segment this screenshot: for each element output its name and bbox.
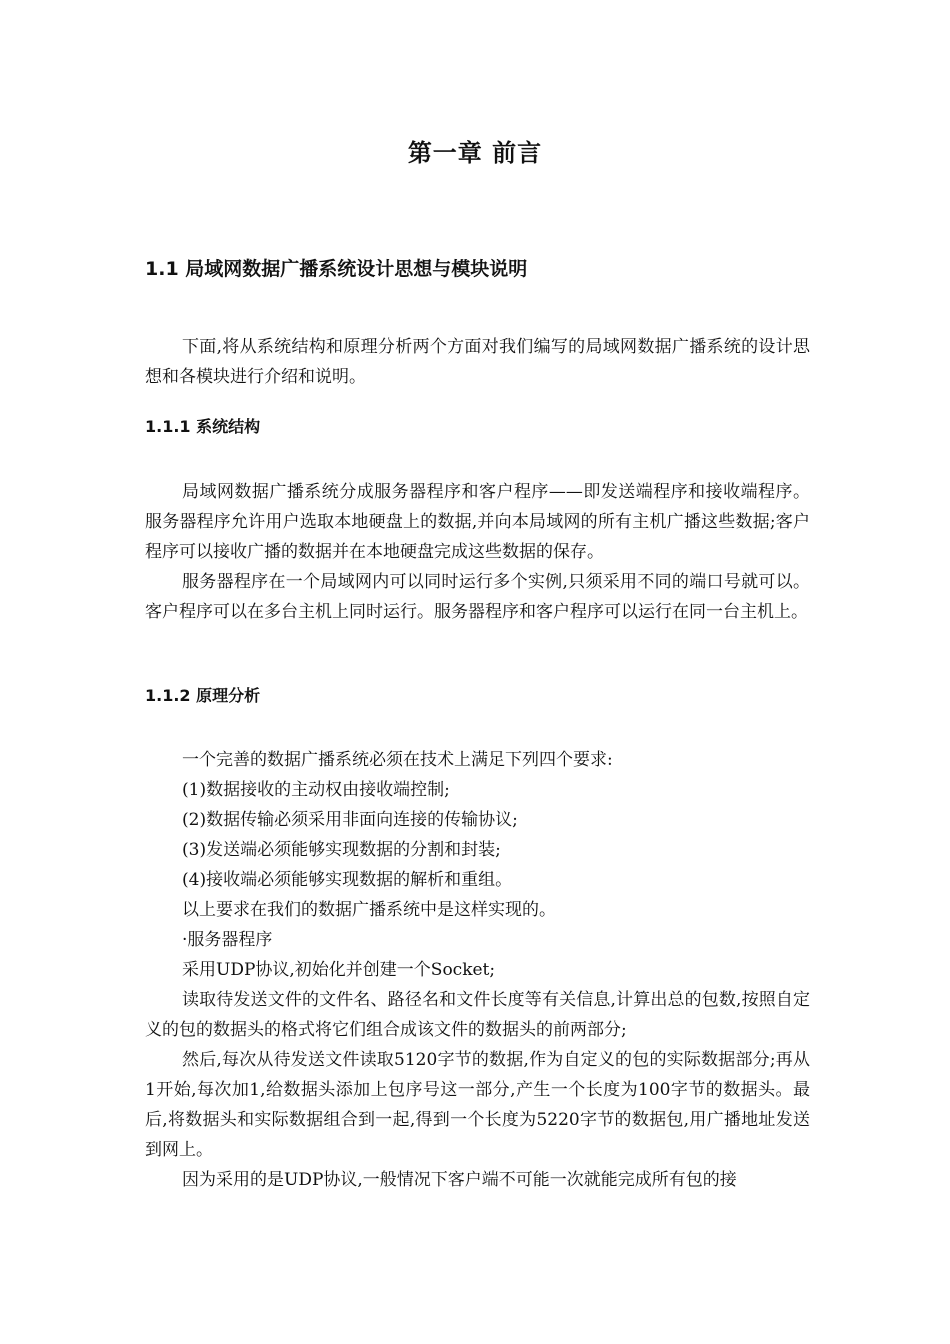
section-1-1-2-body <box>145 745 810 1195</box>
list-item: (1)数据接收的主动权由接收端控制; <box>182 780 450 800</box>
paragraph: 下面,将从系统结构和原理分析两个方面对我们编写的局域网数据广播系统的设计思想和各模块进行介绍和说明。 <box>145 337 810 387</box>
chapter-title: 第一章 前言 <box>407 139 543 167</box>
paragraph: 然后,每次从待发送文件读取5120字节的数据,作为自定义的包的实际数据部分;再从1开始,每次加1,给数据头添加上包序号这一部分,产生一个长度为100字节的数据头。最后,将数据头和实际数据组合到一起,得到一个长度为5220字节的数据包,用广播地址发送到网上。 <box>145 1050 810 1160</box>
bullet-heading: ·服务器程序 <box>182 930 273 950</box>
list-item: (2)数据传输必须采用非面向连接的传输协议; <box>182 810 518 830</box>
list-item: (4)接收端必须能够实现数据的解析和重组。 <box>182 870 513 890</box>
section-1-1-intro <box>145 332 810 392</box>
paragraph: 以上要求在我们的数据广播系统中是这样实现的。 <box>182 900 556 920</box>
paragraph: 读取待发送文件的文件名、路径名和文件长度等有关信息,计算出总的包数,按照自定义的包的数据头的格式将它们组合成该文件的数据头的前两部分; <box>145 990 810 1040</box>
paragraph: 因为采用的是UDP协议,一般情况下客户端不可能一次就能完成所有包的接 <box>182 1170 737 1190</box>
section-1-1-1-body <box>145 477 810 627</box>
section-1-1-title: 1.1 局域网数据广播系统设计思想与模块说明 <box>145 258 528 280</box>
list-item: (3)发送端必须能够实现数据的分割和封装; <box>182 840 501 860</box>
paragraph: 局域网数据广播系统分成服务器程序和客户程序——即发送端程序和接收端程序。服务器程序允许用户选取本地硬盘上的数据,并向本局域网的所有主机广播这些数据;客户程序可以接收广播的数据并在本地硬盘完成这些数据的保存。 <box>145 482 810 562</box>
section-1-1-2-title: 1.1.2 原理分析 <box>145 686 261 705</box>
paragraph: 采用UDP协议,初始化并创建一个Socket; <box>182 960 496 980</box>
paragraph: 服务器程序在一个局域网内可以同时运行多个实例,只须采用不同的端口号就可以。客户程序可以在多台主机上同时运行。服务器程序和客户程序可以运行在同一台主机上。 <box>145 572 810 622</box>
paragraph: 一个完善的数据广播系统必须在技术上满足下列四个要求: <box>182 750 613 770</box>
section-1-1-1-title: 1.1.1 系统结构 <box>145 417 261 436</box>
